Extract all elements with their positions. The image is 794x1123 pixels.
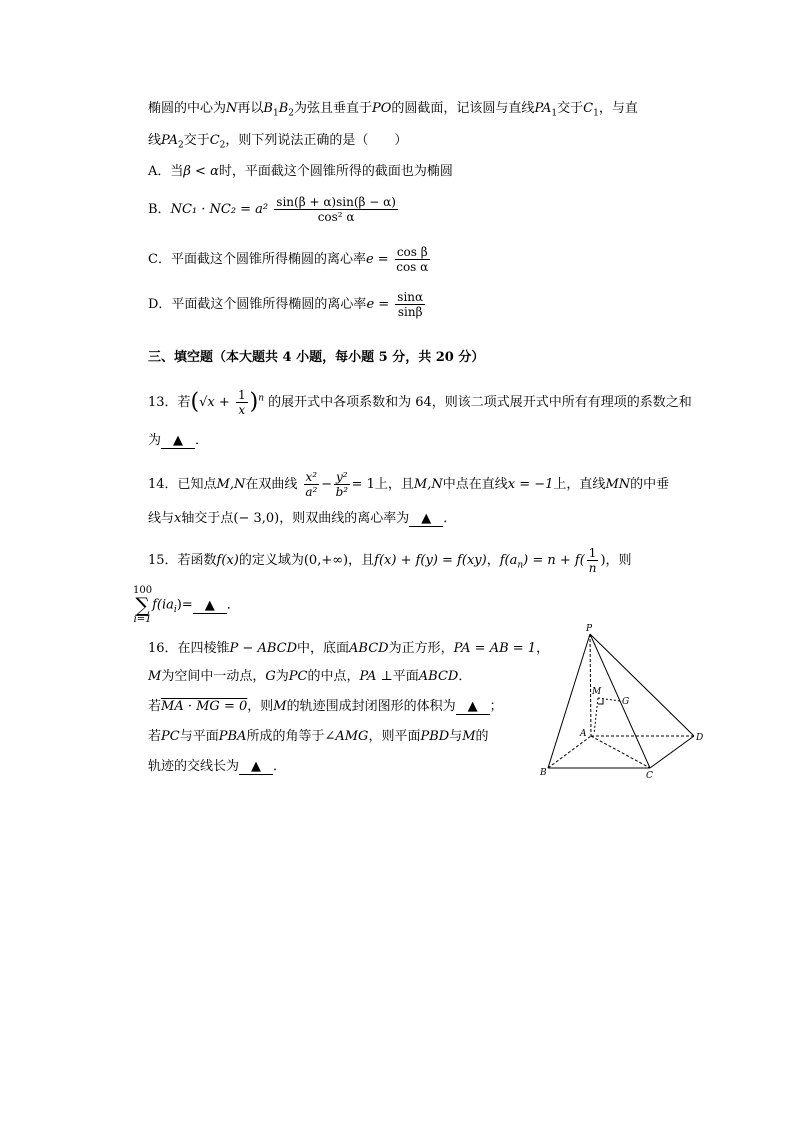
- edge-pc: [590, 634, 650, 768]
- label-b: B: [540, 768, 547, 778]
- q13-fraction: $\frac{1}{x}$: [237, 388, 246, 417]
- pyramid-figure: [528, 622, 708, 782]
- label-d: D: [696, 733, 704, 743]
- q12-option-d: D．平面截这个圆锥所得椭圆的离心率e = $\frac{\sin\alpha}{\sin\beta}$: [148, 290, 424, 319]
- q16-line1: 16．在四棱锥P − ABCD中，底面ABCD为正方形，PA = AB = 1，: [148, 641, 550, 656]
- option-b-fraction: $\frac{\sin(\beta + \alpha)\sin(\beta - \alpha)}{\text{cos² α}}$: [276, 195, 396, 224]
- q14-line2: 线与x轴交于点(− 3,0)，则双曲线的离心率为 ▲ ．: [148, 511, 457, 526]
- q14-answer-blank[interactable]: ▲: [409, 512, 443, 527]
- section-title: 三、填空题（本大题共 4 小题，每小题 5 分，共 20 分）: [148, 350, 485, 365]
- q15-line2: 100 ∑ i=1 $f(ia_i)=$ ▲ ．: [133, 585, 240, 625]
- q14-line1: 14．已知点M,N在双曲线 $\frac{\text{x²}}{\text{a²}}$ − $\frac{\text{y²}}{\text{b²}}$ = 1上，且M,N中点在直线x = −1上，直线MN的中垂: [148, 470, 670, 499]
- q16-answer-blank-2[interactable]: ▲: [239, 760, 273, 775]
- edge-pd: [590, 634, 694, 736]
- q13-line1: 13．若(√x + $\frac{1}{x}$ )$^n$ 的展开式中各项系数和为 64，则该二项式展开式中所有有理项的系数之和: [148, 388, 692, 417]
- q15-fraction: $\frac{1}{n}$: [588, 546, 597, 575]
- edge-ab: [548, 736, 591, 768]
- q12-line1: 椭圆的中心为N再以$B_1B_2$为弦且垂直于PO的圆截面，记该圆与直线$PA_1$交于$C_1$，与直: [148, 101, 638, 119]
- label-m: M: [592, 687, 602, 697]
- summation: 100 ∑ i=1: [133, 585, 153, 625]
- q12-option-b: B．NC₁ · NC₂ = a² $\frac{\sin(\beta + \alpha)\sin(\beta - \alpha)}{\text{cos² α}}$: [148, 195, 396, 224]
- q14-fraction-y: $\frac{\text{y²}}{\text{b²}}$: [335, 470, 349, 499]
- q12-option-c: C．平面截这个圆锥所得椭圆的离心率e = $\frac{\text{cos β}}{\text{cos α}}$: [148, 245, 429, 274]
- option-d-fraction: $\frac{\sin\alpha}{\sin\beta}$: [397, 290, 424, 319]
- label-c: C: [646, 771, 653, 781]
- q15-answer-blank[interactable]: ▲: [193, 599, 227, 614]
- label-p: P: [586, 624, 593, 634]
- q13-answer-blank[interactable]: ▲: [161, 434, 195, 449]
- option-c-fraction: $\frac{\text{cos β}}{\text{cos α}}$: [396, 245, 429, 274]
- q16-line2: M为空间中一动点，G为PC的中点，PA ⊥平面ABCD．: [148, 669, 472, 684]
- segment-ma: [594, 698, 598, 734]
- q16-line5: 轨迹的交线长为 ▲ ．: [148, 759, 287, 774]
- q12-option-a: A．当β < α时，平面截这个圆锥所得的截面也为椭圆: [148, 164, 453, 179]
- q16-line3: 若MA · MG = 0，则M的轨迹围成封闭图形的体积为 ▲ ；: [148, 699, 503, 714]
- q12-line2: 线$PA_2$交于$C_2$，则下列说法正确的是（ ）: [148, 133, 408, 151]
- edge-cd: [650, 736, 694, 768]
- label-g: G: [622, 697, 630, 707]
- q16-answer-blank-1[interactable]: ▲: [456, 700, 490, 715]
- edge-pa: [590, 634, 591, 736]
- edge-ac: [591, 736, 650, 768]
- q15-line1: 15．若函数f(x)的定义域为(0,+∞)，且f(x) + f(y) = f(xy)，$f(a_n) = n + f$( $\frac{1}{n}$ )，则: [148, 546, 632, 575]
- q13-line2: 为 ▲ ．: [148, 433, 209, 448]
- right-angle-mark: [598, 699, 603, 704]
- q16-line4: 若PC与平面PBA所成的角等于∠AMG，则平面PBD与M的: [148, 729, 489, 744]
- label-a: A: [580, 729, 587, 739]
- q14-fraction-x: $\frac{\text{x²}}{\text{a²}}$: [305, 470, 318, 499]
- segment-mg: [598, 698, 620, 701]
- edge-pb: [548, 634, 590, 768]
